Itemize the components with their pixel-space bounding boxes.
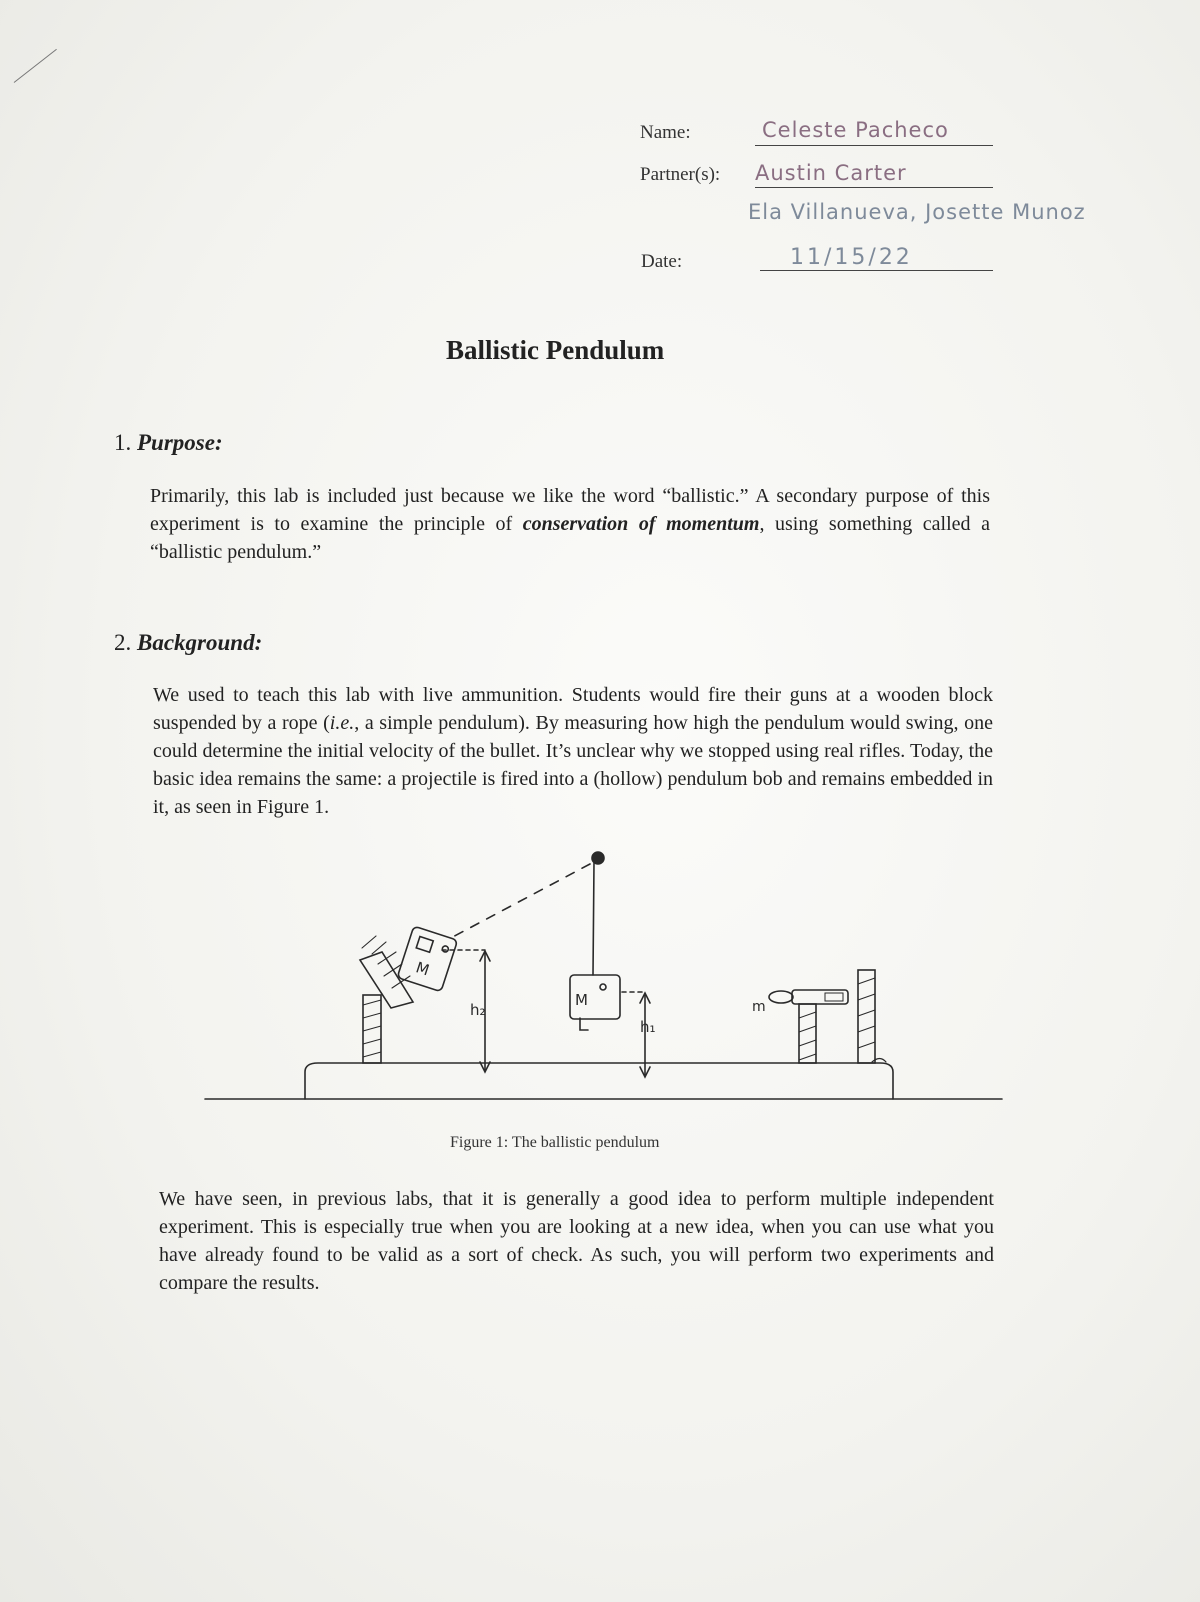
background-paragraph-2 [159, 1185, 994, 1297]
partners-value-line1: Austin Carter [755, 161, 907, 185]
date-value: 11/15/22 [790, 245, 913, 270]
bob-swung-label: M [413, 958, 432, 980]
background-p2: We have seen, in previous labs, that it is generally a good idea to perform multiple independent experiment. This is especially true when you are looking at a new idea, when you can use what you have already found to be valid as a sort of check. As such, you will perform two experiments and compare the results. [159, 1188, 994, 1294]
bob-rest-label: M [575, 991, 588, 1009]
purpose-paragraph [150, 482, 990, 566]
partners-label: Partner(s): [640, 164, 721, 185]
background-number: 2. [114, 630, 132, 655]
launcher-backstop [858, 970, 875, 1063]
launcher-barrel [792, 990, 848, 1004]
projectile-label: m [752, 999, 766, 1015]
date-underline [760, 270, 993, 271]
purpose-heading-text: Purpose: [137, 430, 223, 455]
page-title: Ballistic Pendulum [446, 335, 665, 365]
background-p1-b: , a simple pendulum). By measuring how high the pendulum would swing, one could determine the initial velocity of the bullet. It’s unclear why we stopped using real rifles. Today, the basic idea remains the same: a projectile is fired into a (hollow) pendulum bob and remains embedded in it, as seen in Figure 1. [153, 712, 993, 818]
date-label: Date: [641, 251, 683, 272]
name-value: Celeste Pacheco [762, 118, 949, 142]
purpose-text-b: , using something called a “ballistic pendulum.” [150, 513, 990, 563]
purpose-heading [114, 430, 223, 456]
background-heading-text: Background: [137, 630, 263, 655]
background-p1-ie: i.e. [329, 712, 355, 734]
projectile-ball [769, 991, 793, 1003]
background-p1-a: We used to teach this lab with live ammunition. Students would fire their guns at a wooden block suspended by a rope ( [153, 684, 993, 734]
ballistic-pendulum-figure [0, 840, 1200, 1110]
partners-underline [755, 187, 993, 188]
name-label: Name: [640, 122, 691, 143]
h2-label: h₂ [470, 1001, 486, 1019]
background-heading [114, 630, 262, 656]
purpose-number: 1. [114, 430, 132, 455]
pendulum-string [593, 862, 594, 975]
partners-value-line2: Ela Villanueva, Josette Munoz [748, 200, 1086, 224]
figure-caption: Figure 1: The ballistic pendulum [450, 1134, 660, 1151]
h1-label: h₁ [640, 1018, 656, 1036]
pendulum-bob-swung [397, 926, 457, 992]
base-platform [305, 1063, 893, 1099]
purpose-emphasis: conservation of momentum [522, 513, 760, 535]
purpose-text-a: Primarily, this lab is included just because we like the word “ballistic.” A secondary purpose of this experiment is to examine the principle of [150, 485, 990, 535]
name-underline [755, 145, 993, 146]
swing-path [447, 864, 590, 940]
background-paragraph-1 [153, 681, 993, 821]
